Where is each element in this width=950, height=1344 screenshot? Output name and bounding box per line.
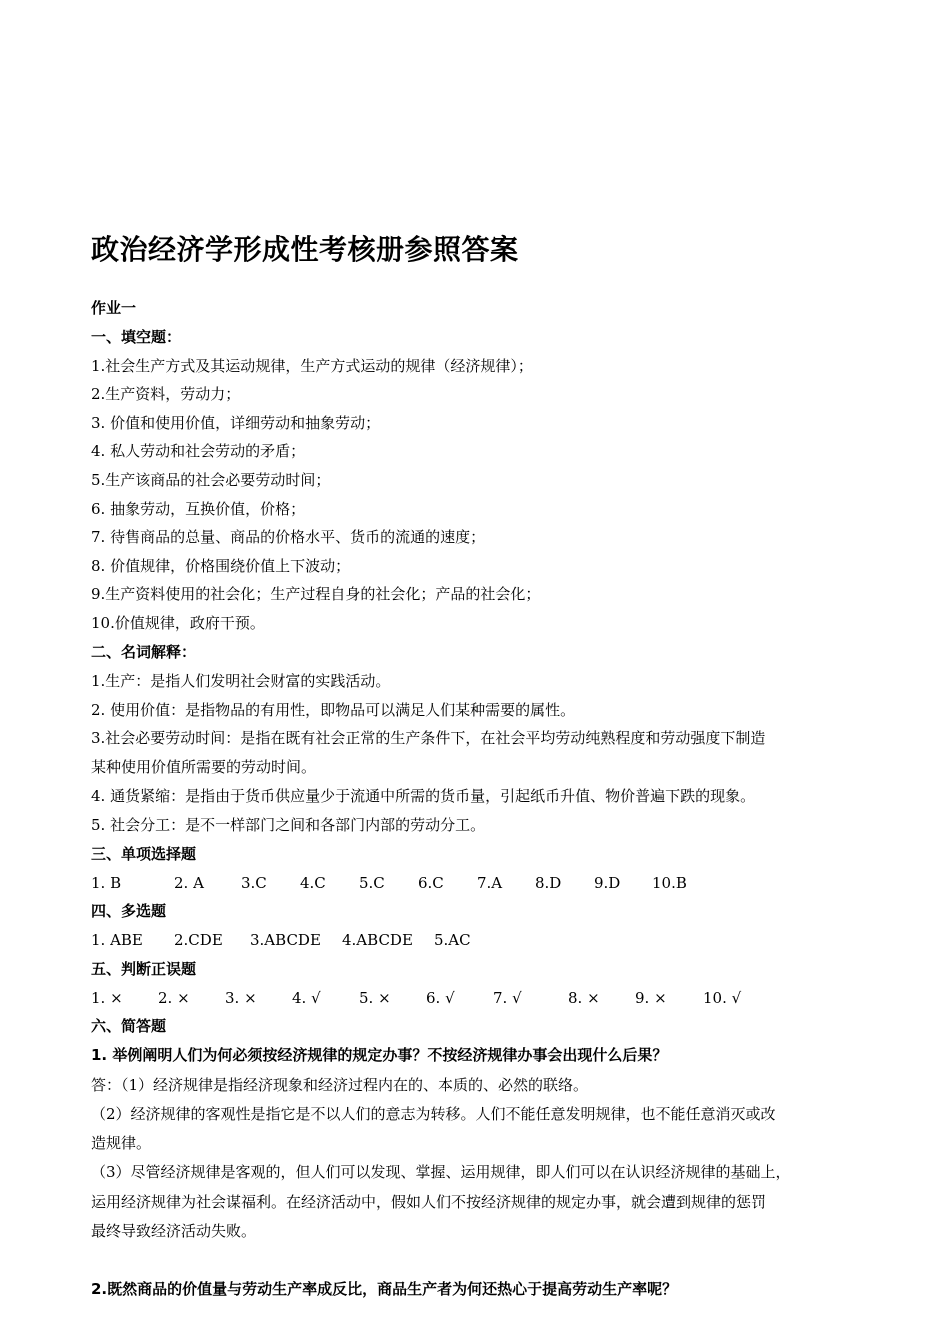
fill-in-item: 8. 价值规律，价格围绕价值上下波动； <box>91 557 351 575</box>
answer-item: 9. × <box>635 989 667 1007</box>
answer-item: 4. √ <box>292 989 321 1007</box>
answer-item: 10.B <box>652 874 687 892</box>
answer-item: 2. × <box>158 989 190 1007</box>
fill-in-item: 5.生产该商品的社会必要劳动时间； <box>91 471 331 489</box>
answer-item: 2.CDE <box>174 931 223 949</box>
fill-in-item: 7. 待售商品的总量、商品的价格水平、货币的流通的速度； <box>91 528 486 546</box>
section-multiple-choice-heading: 四、多选题 <box>91 902 167 920</box>
answer-item: 5.C <box>359 874 385 892</box>
answer-line: 答：（1）经济规律是指经济现象和经济过程内在的、本质的、必然的联络。 <box>91 1076 589 1094</box>
section-single-choice-heading: 三、单项选择题 <box>91 845 197 863</box>
fill-in-item: 1.社会生产方式及其运动规律，生产方式运动的规律（经济规律）； <box>91 357 533 375</box>
answer-item: 9.D <box>594 874 621 892</box>
answer-item: 5.AC <box>434 931 471 949</box>
fill-in-item: 4. 私人劳动和社会劳动的矛盾； <box>91 442 306 460</box>
answer-item: 3.ABCDE <box>250 931 321 949</box>
answer-item: 3. × <box>225 989 257 1007</box>
answer-item: 1. × <box>91 989 123 1007</box>
document-title: 政治经济学形成性考核册参照答案 <box>91 233 519 266</box>
question-2: 2.既然商品的价值量与劳动生产率成反比，商品生产者为何还热心于提高劳动生产率呢？ <box>91 1280 678 1298</box>
fill-in-item: 3. 价值和使用价值，详细劳动和抽象劳动； <box>91 414 381 432</box>
definition-item: 1.生产：是指人们发明社会财富的实践活动。 <box>91 672 391 690</box>
definition-item: 5. 社会分工：是不一样部门之间和各部门内部的劳动分工。 <box>91 816 486 834</box>
answer-line: 最终导致经济活动失败。 <box>91 1222 257 1240</box>
question-1: 1. 举例阐明人们为何必须按经济规律的规定办事？不按经济规律办事会出现什么后果？ <box>91 1046 668 1064</box>
answer-item: 6.C <box>418 874 444 892</box>
section-true-false-heading: 五、判断正误题 <box>91 960 197 978</box>
definition-item: 3.社会必要劳动时间：是指在既有社会正常的生产条件下，在社会平均劳动纯熟程度和劳动强度下制造 <box>91 729 766 747</box>
answer-line: 运用经济规律为社会谋福利。在经济活动中，假如人们不按经济规律的规定办事，就会遭到规律的惩罚 <box>91 1193 767 1211</box>
answer-line: （3）尽管经济规律是客观的，但人们可以发现、掌握、运用规律，即人们可以在认识经济规律的基础上， <box>91 1163 791 1181</box>
answer-item: 4.ABCDE <box>342 931 413 949</box>
definition-item-continued: 某种使用价值所需要的劳动时间。 <box>91 758 317 776</box>
answer-item: 1. ABE <box>91 931 143 949</box>
answer-line: （2）经济规律的客观性是指它是不以人们的意志为转移。人们不能任意发明规律，也不能任意消灭或改 <box>91 1105 776 1123</box>
answer-item: 7. √ <box>493 989 522 1007</box>
section-short-answer-heading: 六、简答题 <box>91 1017 167 1035</box>
homework-heading: 作业一 <box>91 299 137 317</box>
fill-in-item: 10.价值规律，政府干预。 <box>91 614 265 632</box>
definition-item: 2. 使用价值：是指物品的有用性，即物品可以满足人们某种需要的属性。 <box>91 701 576 719</box>
answer-item: 4.C <box>300 874 326 892</box>
fill-in-item: 9.生产资料使用的社会化；生产过程自身的社会化；产品的社会化； <box>91 585 541 603</box>
section-definitions-heading: 二、名词解释： <box>91 643 197 661</box>
answer-item: 2. A <box>174 874 204 892</box>
fill-in-item: 6. 抽象劳动，互换价值，价格； <box>91 500 306 518</box>
answer-item: 5. × <box>359 989 391 1007</box>
answer-item: 3.C <box>241 874 267 892</box>
answer-item: 1. B <box>91 874 122 892</box>
answer-item: 6. √ <box>426 989 455 1007</box>
section-fill-in-heading: 一、填空题： <box>91 328 182 346</box>
answer-item: 7.A <box>477 874 503 892</box>
answer-line: 造规律。 <box>91 1134 152 1152</box>
answer-item: 10. √ <box>703 989 742 1007</box>
answer-item: 8.D <box>535 874 562 892</box>
answer-item: 8. × <box>568 989 600 1007</box>
fill-in-item: 2.生产资料，劳动力； <box>91 385 241 403</box>
definition-item: 4. 通货紧缩：是指由于货币供应量少于流通中所需的货币量，引起纸币升值、物价普遍下跌的现象。 <box>91 787 756 805</box>
